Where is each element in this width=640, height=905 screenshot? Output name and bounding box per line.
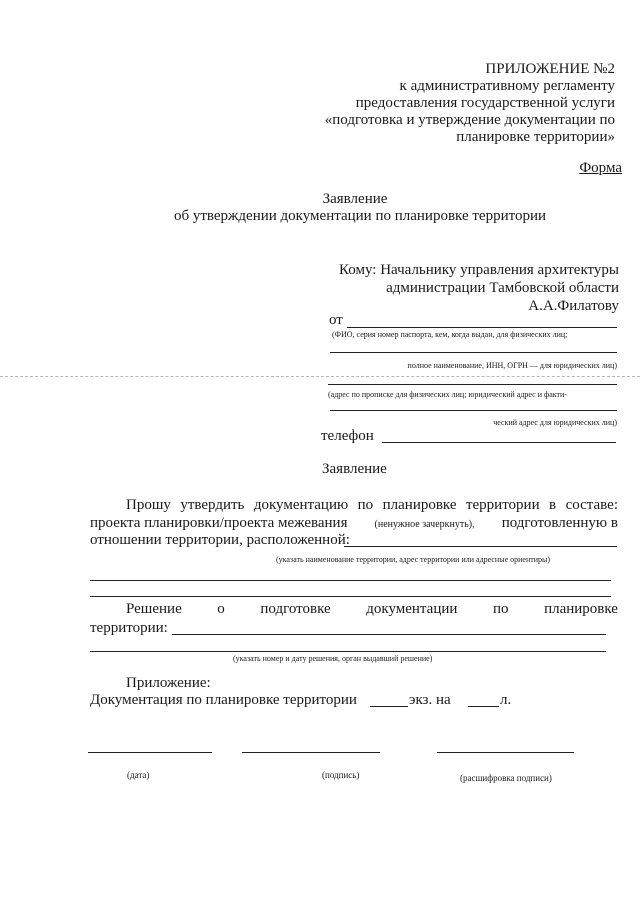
appendix-title: ПРИЛОЖЕНИЕ №2 — [485, 61, 615, 77]
request-line-1 — [126, 497, 618, 514]
decision-input-line-2[interactable] — [90, 651, 606, 652]
attachment-text-c: л. — [500, 692, 512, 708]
decision-line-1 — [126, 601, 618, 618]
decision-word-3: подготовке — [260, 601, 331, 617]
decision-line-2: территории: — [90, 620, 168, 636]
hint-decision: (указать номер и дату решения, орган выдавший решение) — [233, 654, 433, 663]
appendix-line-4: планировке территории» — [456, 129, 615, 145]
territory-input-line[interactable] — [344, 546, 617, 547]
hint-address-2: ческий адрес для юридических лиц) — [493, 418, 617, 427]
attachment-text-b: экз. на — [409, 692, 451, 708]
attachment-text-a: Документация по планировке территории — [90, 692, 357, 708]
decision-word-5: по — [492, 601, 509, 617]
copies-input-line[interactable] — [370, 706, 408, 707]
territory-input-line-3[interactable] — [90, 596, 611, 597]
from-label: от — [329, 312, 343, 328]
request-line-2-b: подготовленную в — [501, 515, 618, 531]
hint-address-1: (адрес по прописке для физических лиц; юридический адрес и факти- — [328, 390, 567, 399]
territory-input-line-2[interactable] — [90, 580, 611, 581]
decision-word-2: о — [217, 601, 225, 617]
date-caption: (дата) — [127, 770, 150, 780]
decision-word-6: планировке — [544, 601, 618, 617]
appendix-line-1: к административному регламенту — [399, 78, 615, 94]
request-line-2 — [90, 515, 618, 532]
from-input-line[interactable] — [347, 327, 617, 328]
hint-territory: (указать наименование территории, адрес территории или адресные ориентиры) — [276, 555, 551, 564]
scan-dashed-line — [0, 376, 640, 377]
heading-title: Заявление — [322, 191, 388, 207]
heading-subtitle: об утверждении документации по планировке территории — [173, 208, 547, 224]
recipient-name: А.А.Филатову — [528, 298, 619, 314]
signature-caption: (подпись) — [322, 770, 360, 780]
form-label: Форма — [579, 160, 622, 176]
decision-word-4: документации — [366, 601, 458, 617]
decode-caption: (расшифровка подписи) — [460, 773, 552, 783]
request-line-2-a: проекта планировки/проекта межевания — [90, 515, 348, 531]
from-input-line-2[interactable] — [330, 352, 617, 353]
decode-input-line[interactable] — [437, 752, 574, 753]
request-line-3: отношении территории, расположенной: — [90, 532, 350, 548]
hint-legal: полное наименование, ИНН, ОГРН — для юридических лиц) — [407, 361, 617, 370]
phone-label: телефон — [321, 428, 374, 444]
decision-word-1: Решение — [126, 601, 182, 617]
date-input-line[interactable] — [88, 752, 212, 753]
decision-input-line[interactable] — [172, 634, 606, 635]
request-line-1-text: Прошу утвердить документацию по планировке территории в составе: — [126, 497, 618, 513]
appendix-line-3: «подготовка и утверждение документации по — [324, 112, 615, 128]
body-title: Заявление — [322, 461, 387, 477]
address-input-line-2[interactable] — [330, 410, 617, 411]
address-input-line[interactable] — [328, 384, 617, 385]
sheets-input-line[interactable] — [468, 706, 499, 707]
phone-input-line[interactable] — [382, 442, 616, 443]
recipient-org: администрации Тамбовской области — [386, 280, 619, 296]
hint-fio: (ФИО, серия номер паспорта, кем, когда выдан, для физических лиц; — [332, 330, 568, 339]
signature-input-line[interactable] — [242, 752, 380, 753]
request-line-2-note: (ненужное зачеркнуть), — [374, 519, 475, 530]
appendix-line-2: предоставления государственной услуги — [355, 95, 615, 111]
recipient-to: Кому: Начальнику управления архитектуры — [339, 262, 619, 278]
attachment-label: Приложение: — [126, 675, 211, 691]
